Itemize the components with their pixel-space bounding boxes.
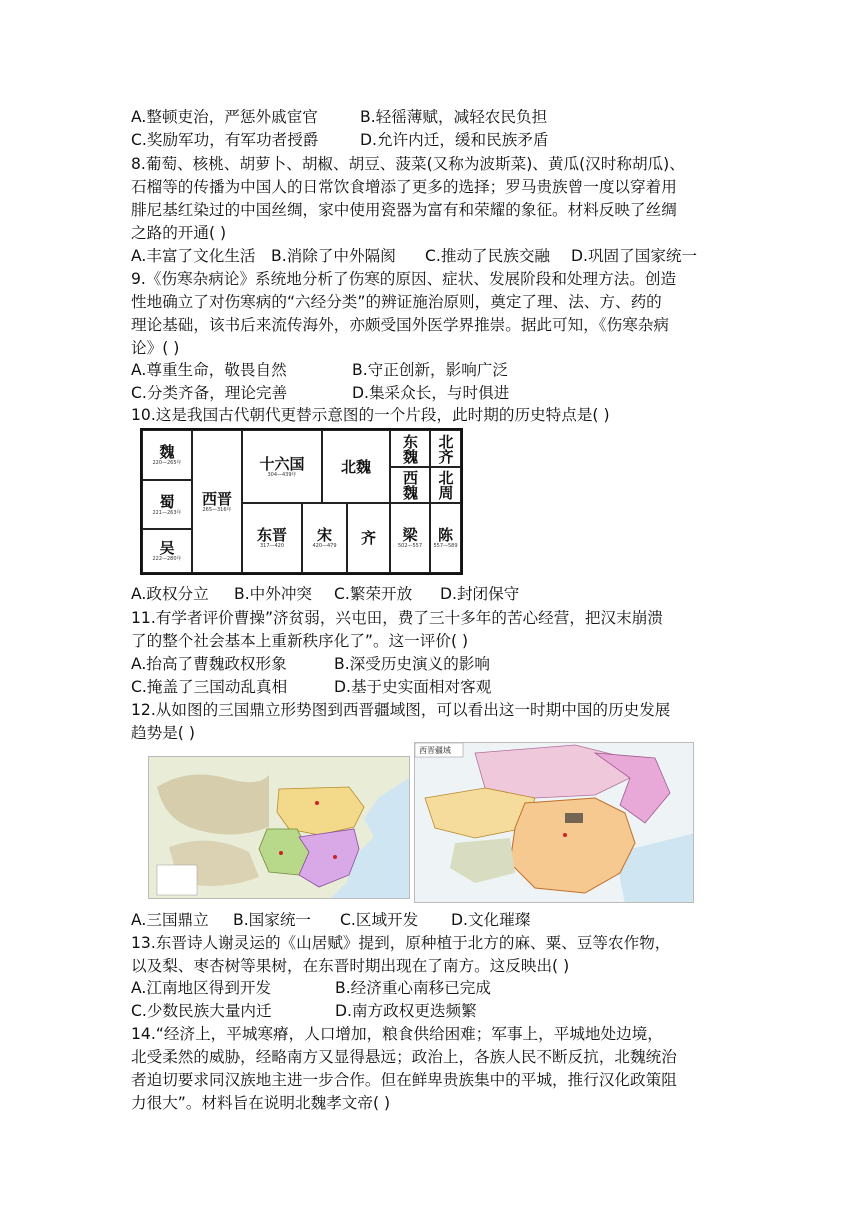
answer-option: A.三国鼎立 <box>131 911 209 929</box>
answer-option: D.封闭保守 <box>440 585 520 603</box>
capital-luoyang <box>563 833 567 837</box>
answer-option: A.尊重生命，敬畏自然 <box>131 361 287 379</box>
answer-option: C.推动了民族交融 <box>425 247 551 265</box>
cell-name: 东晋 <box>256 526 287 544</box>
answer-option: D.允许内迁，缓和民族矛盾 <box>360 131 549 149</box>
cell-dongwei <box>390 430 430 467</box>
cell-years: 557—589 <box>433 543 458 549</box>
answer-option: A.丰富了文化生活 <box>131 247 256 265</box>
question-text-line: 14.“经济上，平城寒瘠，人口增加，粮食供给困难；军事上，平城地处边境， <box>131 1025 663 1043</box>
cell-years: 220—265年 <box>152 460 182 466</box>
cell-years: 221—263年 <box>152 509 182 516</box>
question-text-line: 13.东晋诗人谢灵运的《山居赋》提到，原种植于北方的麻、粟、豆等农作物， <box>131 934 671 952</box>
cell-name: 西魏 <box>401 470 419 500</box>
cell-name: 齐 <box>360 529 376 547</box>
cell-song <box>302 503 347 573</box>
question-text-line: 12.从如图的三国鼎立形势图到西晋疆域图，可以看出这一时期中国的历史发展 <box>131 701 671 719</box>
cell-years: 317—420 <box>259 543 285 549</box>
cell-name: 北齐 <box>436 433 455 464</box>
question-text-line: 性地确立了对伤寒病的“六经分类”的辨证施治原则，奠定了理、法、方、药的 <box>131 293 662 311</box>
answer-option: D.集采众长，与时俱进 <box>352 384 510 402</box>
question-text-line: 石榴等的传播为中国人的日常饮食增添了更多的选择；罗马贵族曾一度以穿着用 <box>131 178 677 196</box>
cell-beiqi <box>430 430 461 467</box>
cell-name: 吴 <box>159 539 175 557</box>
three-kingdoms-map <box>148 756 410 899</box>
cell-years: 502—557 <box>397 543 423 549</box>
cell-wei <box>142 430 192 480</box>
capital-dot <box>333 855 337 859</box>
answer-option: B.消除了中外隔阂 <box>271 247 396 265</box>
answer-option: A.政权分立 <box>131 585 209 603</box>
cell-years: 265—316年 <box>202 506 232 513</box>
cell-name: 宋 <box>316 526 332 544</box>
question-text-line: 9.《伤寒杂病论》系统地分析了伤寒的原因、症状、发展阶段和处理方法。创造 <box>131 270 677 288</box>
cell-years: 222—280年 <box>152 556 182 562</box>
question-text-line: 了的整个社会基本上重新秩序化了”。这一评价( ) <box>131 632 469 650</box>
cell-beizhou <box>430 467 461 503</box>
answer-option: D.文化璀璨 <box>451 911 531 929</box>
answer-option: C.繁荣开放 <box>334 585 413 603</box>
question-text-line: 之路的开通( ) <box>131 224 227 242</box>
cell-xiwei <box>390 467 430 503</box>
cell-xijin <box>192 430 242 573</box>
western-jin-map <box>414 742 694 903</box>
answer-option: C.掩盖了三国动乱真相 <box>131 678 288 696</box>
answer-option: C.分类齐备，理论完善 <box>131 384 288 402</box>
cell-wu <box>142 529 192 573</box>
cell-liang <box>390 503 430 573</box>
cell-shu <box>142 480 192 529</box>
capital-dot <box>279 851 283 855</box>
cell-dongjin <box>242 503 302 573</box>
answer-option: B.经济重心南移已完成 <box>335 979 491 997</box>
question-text-line: 者迫切要求同汉族地主进一步合作。但在鲜卑贵族集中的平城，推行汉化政策阻 <box>131 1071 677 1089</box>
cell-qi <box>347 503 390 573</box>
question-text-line: 11.有学者评价曹操”济贫弱，兴屯田，费了三十多年的苦心经营，把汉末崩溃 <box>131 609 663 627</box>
answer-option: C.奖励军功，有军功者授爵 <box>131 131 319 149</box>
answer-option: D.巩固了国家统一 <box>571 247 698 265</box>
cell-beiwei <box>322 430 390 503</box>
question-text-line: 北受柔然的威胁，经略南方又显得悬远；政治上，各族人民不断反抗，北魏统治 <box>131 1048 677 1066</box>
question-text-line: 10.这是我国古代朝代更替示意图的一个片段，此时期的历史特点是( ) <box>131 406 610 424</box>
answer-option: B.守正创新，影响广泛 <box>352 361 508 379</box>
question-text-line: 腓尼基红染过的中国丝绸，家中使用瓷器为富有和荣耀的象征。材料反映了丝绸 <box>131 201 677 219</box>
capital-dot <box>315 801 319 805</box>
answer-option: A.整顿吏治，严惩外戚宦官 <box>131 108 318 126</box>
question-text-line: 趋势是( ) <box>131 724 195 742</box>
question-text-line: 以及梨、枣杏树等果树，在东晋时期出现在了南方。这反映出( ) <box>131 957 570 975</box>
answer-option: C.少数民族大量内迁 <box>131 1002 272 1020</box>
cell-years: 304—439年 <box>267 471 297 478</box>
answer-option: B.国家统一 <box>233 911 312 929</box>
answer-option: C.区域开发 <box>340 911 419 929</box>
cell-name: 十六国 <box>259 454 305 473</box>
cell-name: 梁 <box>402 526 418 544</box>
cell-name: 东魏 <box>401 433 419 464</box>
cell-years: 420—479 <box>312 543 337 549</box>
cell-name: 北周 <box>436 470 455 500</box>
question-text-line: 论》( ) <box>131 339 180 357</box>
question-text-line: 8.葡萄、核桃、胡萝卜、胡椒、胡豆、菠菜(又称为波斯菜)、黄瓜(汉时称胡瓜)、 <box>131 155 685 173</box>
cell-name: 蜀 <box>159 492 175 511</box>
map-title: 西晋疆域 <box>419 746 451 755</box>
dynasty-chart <box>140 428 463 575</box>
map-legend <box>157 865 197 895</box>
western-jin-map-image <box>415 743 694 903</box>
cell-name: 魏 <box>159 443 175 461</box>
cell-name: 北魏 <box>340 457 371 476</box>
answer-option: B.中外冲突 <box>234 585 313 603</box>
cell-chen <box>430 503 461 573</box>
three-kingdoms-map-image <box>149 757 410 899</box>
region-wei <box>277 787 364 835</box>
question-text-line: 力很大”。材料旨在说明北魏孝文帝( ) <box>131 1094 391 1112</box>
cell-name: 西晋 <box>201 489 232 508</box>
cell-shiliuguo <box>242 430 322 503</box>
answer-option: A.抬高了曹魏政权形象 <box>131 655 287 673</box>
answer-option: B.轻徭薄赋，减轻农民负担 <box>360 108 548 126</box>
capital-region-marker <box>565 813 583 823</box>
cell-name: 陈 <box>437 526 453 544</box>
answer-option: D.基于史实面相对客观 <box>334 678 492 696</box>
answer-option: B.深受历史演义的影响 <box>334 655 490 673</box>
answer-option: A.江南地区得到开发 <box>131 979 272 997</box>
question-text-line: 理论基础，该书后来流传海外，亦颇受国外医学界推崇。据此可知，《伤寒杂病 <box>131 316 669 334</box>
answer-option: D.南方政权更迭频繁 <box>335 1002 477 1020</box>
